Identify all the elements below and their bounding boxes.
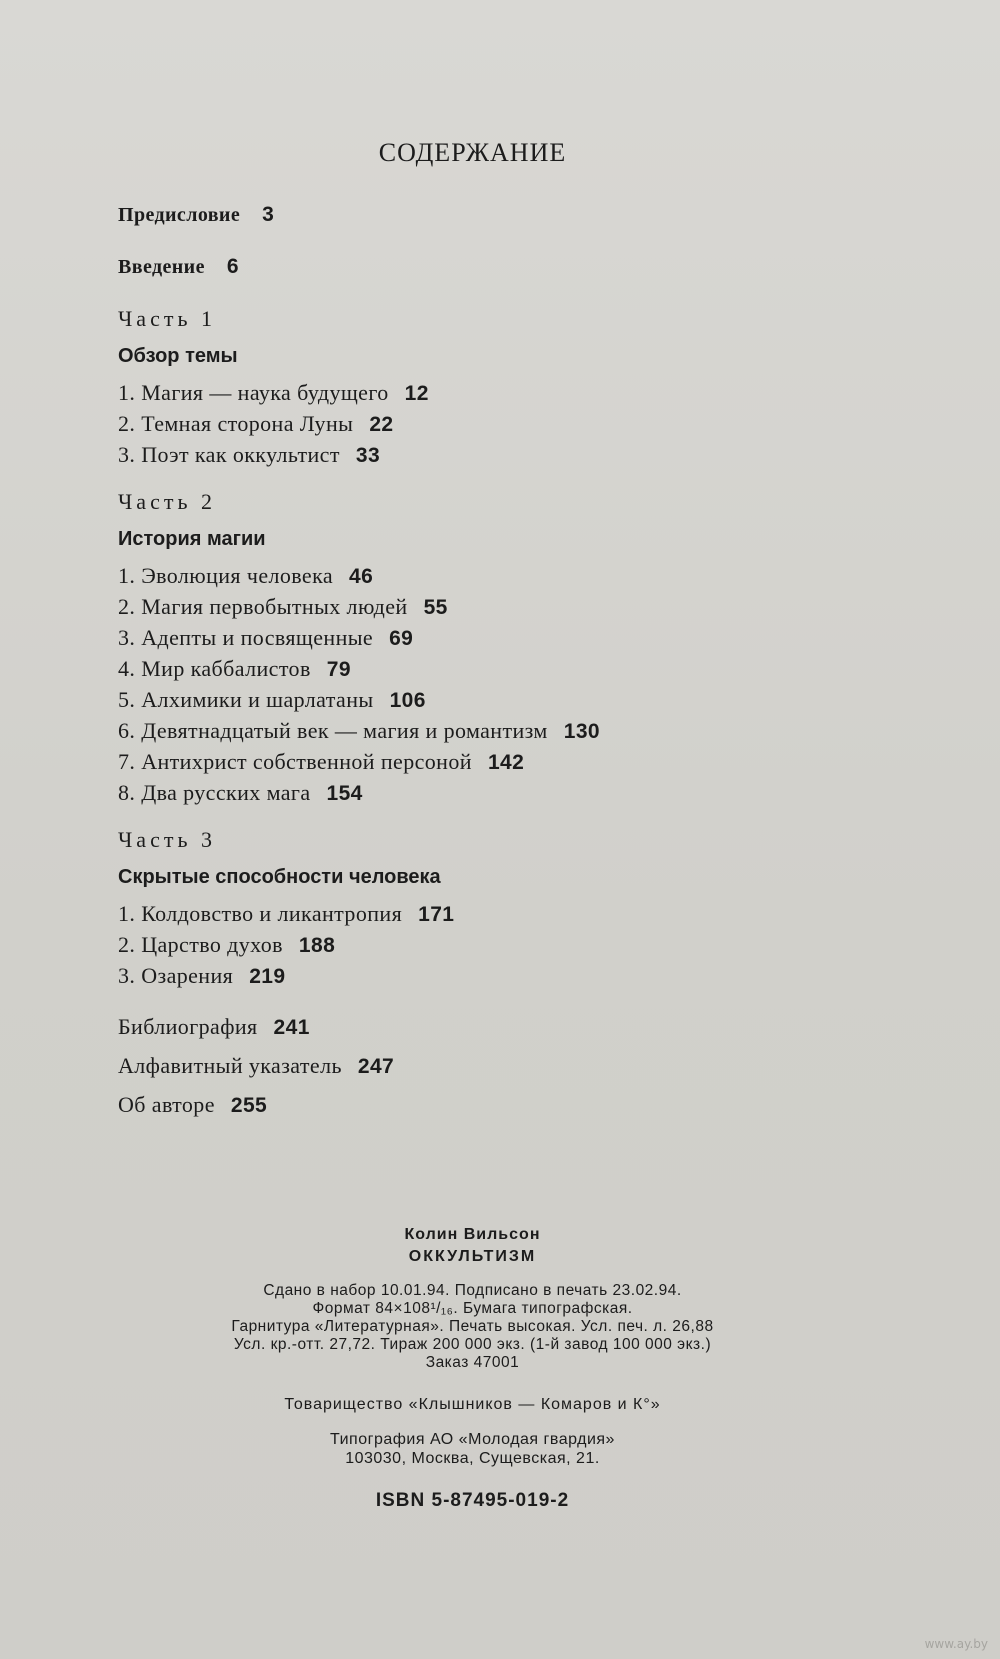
- toc-entry-about-author: [118, 1090, 878, 1121]
- toc-entry-page: 188: [298, 934, 336, 957]
- toc-entry-label: 7. Антихрист собственной персоной: [118, 749, 472, 774]
- part-title: Скрытые способности человека: [118, 866, 441, 888]
- toc-entry-introduction: [118, 252, 878, 282]
- toc-entry-page: 219: [249, 965, 286, 988]
- toc-entry-label: Предисловие: [118, 204, 241, 226]
- toc-entry: [118, 716, 878, 747]
- toc-entry: [118, 778, 878, 809]
- toc-entry-label: 1. Колдовство и ликантропия: [118, 901, 403, 926]
- imprint-isbn: ISBN 5-87495-019-2: [375, 1490, 570, 1511]
- toc-entry-page: 46: [349, 565, 374, 588]
- toc-entry-label: 6. Девятнадцатый век — магия и романтизм: [118, 718, 548, 743]
- toc-entry-page: 79: [326, 658, 351, 681]
- toc-entry-page: 69: [389, 627, 414, 650]
- toc-entry: [118, 899, 878, 930]
- imprint-printer-line: 103030, Москва, Сущевская, 21.: [345, 1450, 600, 1467]
- toc-entry-label: 2. Темная сторона Луны: [118, 411, 354, 436]
- imprint-specs: [0, 1282, 945, 1372]
- imprint-publisher: Товарищество «Клышников — Комаров и К°»: [284, 1396, 661, 1413]
- toc-entry-label: Библиография: [118, 1014, 258, 1039]
- toc-entry-index: [118, 1051, 878, 1082]
- toc-entry-page: 171: [418, 903, 455, 926]
- toc-entry-page: 142: [487, 751, 525, 774]
- toc-entry-label: 2. Магия первобытных людей: [118, 594, 408, 619]
- imprint-spec-line: Сдано в набор 10.01.94. Подписано в печать 23.02.94.: [263, 1282, 682, 1299]
- toc-entry: [118, 654, 878, 685]
- toc-entry: [118, 440, 878, 471]
- toc-entry: [118, 623, 878, 654]
- imprint-author: Колин Вильсон: [404, 1226, 541, 1243]
- imprint-spec-line: Гарнитура «Литературная». Печать высокая. Усл. печ. л. 26,88: [231, 1318, 714, 1335]
- toc-entry-bibliography: [118, 1012, 878, 1043]
- toc-entry: [118, 409, 878, 440]
- page-title: СОДЕРЖАНИЕ: [378, 138, 567, 167]
- toc-entry-label: 3. Адепты и посвященные: [118, 625, 374, 650]
- toc-entry-preface: [118, 200, 878, 230]
- toc-entry-label: 1. Магия — наука будущего: [118, 380, 389, 405]
- toc-entry-label: 1. Эволюция человека: [118, 563, 334, 588]
- toc-entry-page: 241: [273, 1016, 310, 1039]
- toc-entry-label: Введение: [118, 256, 205, 278]
- toc-entry: [118, 747, 878, 778]
- toc-entry-label: 4. Мир каббалистов: [118, 656, 311, 681]
- part-label: Часть 2: [118, 489, 216, 514]
- toc-entry: [118, 592, 878, 623]
- toc-entry-label: 3. Поэт как оккультист: [118, 442, 340, 467]
- part-label: Часть 1: [118, 306, 216, 331]
- toc-entry: [118, 961, 878, 992]
- toc-entry-page: 33: [355, 444, 381, 467]
- toc-entry-page: 130: [563, 720, 601, 743]
- site-watermark: www.ay.by: [924, 1637, 988, 1651]
- imprint-printer: [0, 1430, 945, 1468]
- toc-entry-page: 255: [230, 1094, 268, 1117]
- toc-entry-page: 247: [357, 1055, 395, 1078]
- toc-entry: [118, 930, 878, 961]
- toc-entry: [118, 685, 878, 716]
- toc-entry-page: 6: [226, 255, 239, 278]
- imprint-spec-line: Формат 84×108¹/₁₆. Бумага типографская.: [312, 1300, 633, 1317]
- toc-entry-page: 154: [326, 782, 363, 805]
- imprint-spec-line: Заказ 47001: [425, 1354, 520, 1371]
- toc-entry-page: 3: [262, 203, 275, 226]
- part-title: История магии: [118, 528, 266, 550]
- toc-entry-label: Алфавитный указатель: [118, 1053, 342, 1078]
- toc-entry: [118, 561, 878, 592]
- imprint-block: [0, 1226, 945, 1512]
- part-label: Часть 3: [118, 827, 216, 852]
- toc-entry-page: 106: [389, 689, 426, 712]
- table-of-contents: [118, 200, 878, 1121]
- imprint-spec-line: Усл. кр.-отт. 27,72. Тираж 200 000 экз. (1-й завод 100 000 экз.): [233, 1336, 712, 1353]
- toc-entry-label: 3. Озарения: [118, 963, 234, 988]
- toc-entry-page: 55: [423, 596, 448, 619]
- toc-entry-label: Об авторе: [118, 1092, 215, 1117]
- toc-entry: [118, 378, 878, 409]
- imprint-book-title: ОККУЛЬТИЗМ: [408, 1248, 537, 1265]
- toc-entry-page: 22: [369, 413, 394, 436]
- toc-entry-label: 8. Два русских мага: [118, 780, 311, 805]
- toc-entry-label: 2. Царство духов: [118, 932, 283, 957]
- toc-entry-page: 12: [404, 382, 429, 405]
- part-title: Обзор темы: [118, 345, 238, 367]
- toc-entry-label: 5. Алхимики и шарлатаны: [118, 687, 374, 712]
- imprint-printer-line: Типография АО «Молодая гвардия»: [330, 1431, 615, 1448]
